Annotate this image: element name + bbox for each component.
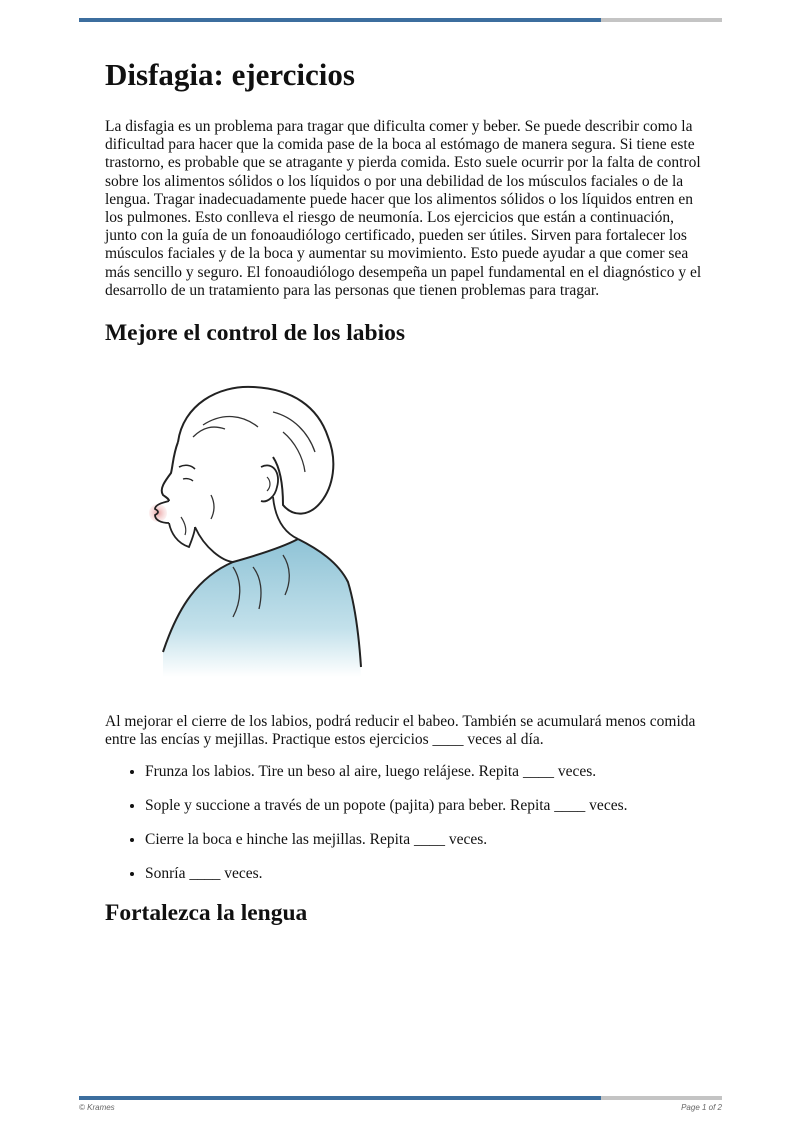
lips-exercise-list [105,763,705,883]
footer-copyright: © Krames [79,1103,115,1112]
list-item: • Frunza los labios. Tire un beso al aire, luego relájese. Repita ____ veces. [145,763,705,781]
footer-rule-gray [601,1096,722,1100]
intro-paragraph: La disfagia es un problema para tragar que dificulta comer y beber. Se puede describir como la dificultad para hacer que la comida pase de la boca al estómago de manera segura. Si tiene este trastorno, es probable que se atragante y pierda comida. Esto suele ocurrir por la falta de control sobre los alimentos sólidos o los líquidos o por una debilidad de los músculos faciales o de la lengua. Tragar inadecuadamente puede hacer que los alimentos sólidos o los líquidos entren en los pulmones. Esto conlleva el riesgo de neumonía. Los ejercicios que están a continuación, junto con la guía de un fonoaudiólogo certificado, pueden ser útiles. Sirven para fortalecer los músculos faciales y de la boca y aumentar su movimiento. Esto puede ayudar a que comer sea más sencillo y seguro. El fonoaudiólogo desempeña un papel fundamental en el diagnóstico y el desarrollo de un tratamiento para las personas que tienen problemas para tragar. [105,118,702,299]
pursed-lips-illustration [133,377,373,677]
lips-paragraph: Al mejorar el cierre de los labios, podrá reducir el babeo. También se acumulará menos comida entre las encías y mejillas. Practique estos ejercicios ____ veces al día. [105,713,696,749]
header-rule-blue [79,18,601,22]
document-body [105,56,705,927]
section-heading-tongue: Fortalezca la lengua [105,900,308,927]
footer-rule [79,1096,722,1100]
list-item: • Cierre la boca e hinche las mejillas. Repita ____ veces. [145,831,705,849]
list-item: • Sople y succione a través de un popote (pajita) para beber. Repita ____ veces. [145,797,705,815]
header-rule [79,18,722,22]
list-item: • Sonría ____ veces. [145,865,705,883]
section-heading-lips: Mejore el control de los labios [105,320,406,347]
footer-page-number: Page 1 of 2 [681,1103,722,1112]
page-title: Disfagia: ejercicios [105,57,355,92]
header-rule-gray [601,18,722,22]
footer-rule-blue [79,1096,601,1100]
